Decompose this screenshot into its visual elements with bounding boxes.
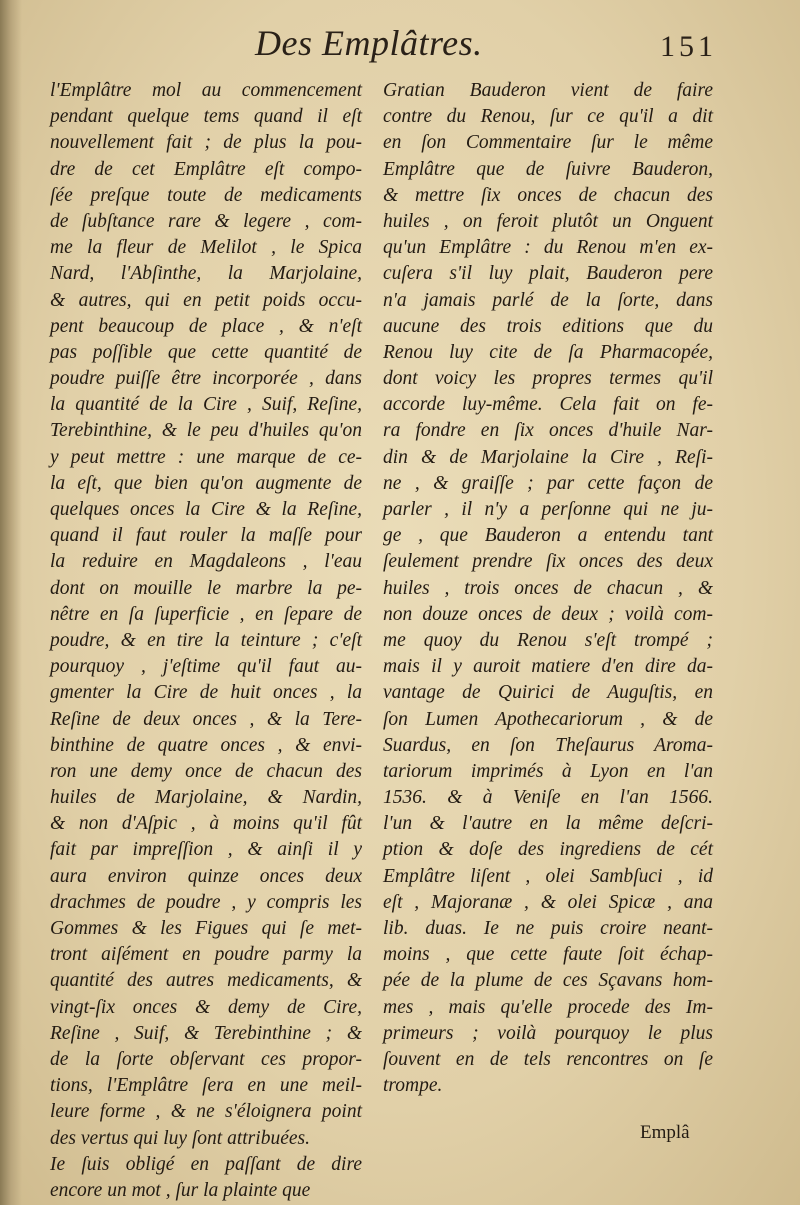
page-spine-shadow <box>0 0 22 1205</box>
text-line: pée de la plume de ces Sçavans hom- <box>383 970 713 992</box>
text-line: de la ſorte obſervant ces propor- <box>50 1048 362 1070</box>
text-line: Suardus, en ſon Theſaurus Aroma- <box>383 734 713 756</box>
text-line: cuſera s'il luy plait, Bauderon pere <box>383 263 713 285</box>
text-line: din & de Marjolaine la Cire , Reſi- <box>383 446 713 468</box>
text-line: huiles , trois onces de chacun , & <box>383 577 713 599</box>
text-line: ſeulement prendre ſix onces des deux <box>383 551 713 573</box>
text-line: primeurs ; voilà pourquoy le plus <box>383 1022 713 1044</box>
text-line: drachmes de poudre , y compris les <box>50 891 362 913</box>
text-line: mes , mais qu'elle procede des Im- <box>383 996 713 1018</box>
text-line: Reſine de deux onces , & la Tere- <box>50 708 362 730</box>
text-line: & mettre ſix onces de chacun des <box>383 184 713 206</box>
text-line: Reſine , Suif, & Terebinthine ; & <box>50 1022 362 1044</box>
text-line: nêtre en ſa ſuperficie , en ſepare de <box>50 603 362 625</box>
text-line: y peut mettre : une marque de ce- <box>50 446 362 468</box>
text-line: en ſon Commentaire ſur le même <box>383 132 713 154</box>
text-line: contre du Renou, ſur ce qu'il a dit <box>383 106 713 128</box>
text-line: me quoy du Renou s'eſt trompé ; <box>383 629 713 651</box>
text-line: n'a jamais parlé de la ſorte, dans <box>383 289 713 311</box>
text-line: de ſubſtance rare & legere , com- <box>50 210 362 232</box>
text-line: tariorum imprimés à Lyon en l'an <box>383 760 713 782</box>
text-line: vingt-ſix onces & demy de Cire, <box>50 996 362 1018</box>
text-line: Renou luy cite de ſa Pharmacopée, <box>383 341 713 363</box>
text-line: moins , que cette faute ſoit échap- <box>383 944 713 966</box>
text-line: 1536. & à Veniſe en l'an 1566. <box>383 787 713 809</box>
text-line: parler , il n'y a perſonne qui ne ju- <box>383 499 713 520</box>
text-line: huiles de Marjolaine, & Nardin, <box>50 787 362 809</box>
text-line: me la fleur de Melilot , le Spica <box>50 237 362 259</box>
text-line: nouvellement fait ; de plus la pou- <box>50 132 362 154</box>
text-line: ge , que Bauderon a entendu tant <box>383 525 713 547</box>
text-line: tront aiſément en poudre parmy la <box>50 944 362 966</box>
text-line: binthine de quatre onces , & envi- <box>50 734 362 756</box>
text-line: & autres, qui en petit poids occu- <box>50 289 362 311</box>
text-line: ſouvent en de tels rencontres on ſe <box>383 1048 713 1070</box>
text-line: Terebinthine, & le peu d'huiles qu'on <box>50 420 362 442</box>
text-line: leure forme , & ne s'éloignera point <box>50 1101 362 1123</box>
text-line: aucune des trois editions que du <box>383 315 713 337</box>
text-line: pendant quelque tems quand il eſt <box>50 106 362 128</box>
text-line: quelques onces la Cire & la Reſine, <box>50 499 362 520</box>
text-line: tions, l'Emplâtre ſera en une meil- <box>50 1075 362 1097</box>
text-line: ne , & graiſſe ; par cette façon de <box>383 472 713 494</box>
text-line: la eſt, que bien qu'on augmente de <box>50 472 362 494</box>
text-line: eſt , Majoranæ , & olei Spicæ , ana <box>383 891 713 913</box>
text-line: Gommes & les Figues qui ſe met- <box>50 918 362 939</box>
text-line: dont voicy les propres termes qu'il <box>383 368 713 390</box>
text-line: des vertus qui luy ſont attribuées. <box>50 1127 310 1149</box>
page-number: 151 <box>660 30 717 63</box>
text-line: pas poſſible que cette quantité de <box>50 341 362 363</box>
text-line: lib. duas. Ie ne puis croire neant- <box>383 918 713 939</box>
text-line: encore un mot , ſur la plainte que <box>50 1179 311 1201</box>
text-line: accorde luy-même. Cela fait on fe- <box>383 394 713 416</box>
text-line: Emplâtre que de ſuivre Bauderon, <box>383 158 713 180</box>
text-line: qu'un Emplâtre : du Renou m'en ex- <box>383 237 713 259</box>
text-line: ron une demy once de chacun des <box>50 760 362 782</box>
text-line: fait par impreſſion , & ainſi il y <box>50 839 362 861</box>
text-line: poudre puiſſe être incorporée , dans <box>50 368 362 390</box>
text-line: ra fondre en ſix onces d'huile Nar- <box>383 420 713 442</box>
text-line: pourquoy , j'eſtime qu'il faut au- <box>50 656 362 678</box>
text-column-left <box>50 78 362 1204</box>
catchword: Emplâ <box>640 1122 690 1143</box>
text-line: quantité des autres medicaments, & <box>50 970 362 992</box>
text-line: Emplâtre liſent , olei Sambſuci , id <box>383 865 713 887</box>
text-line: pent beaucoup de place , & n'eſt <box>50 315 362 337</box>
text-line: gmenter la Cire de huit onces , la <box>50 682 362 704</box>
text-line: non douze onces de deux ; voilà com- <box>383 603 713 625</box>
text-line: Ie ſuis obligé en paſſant de dire <box>50 1153 362 1175</box>
text-column-right <box>383 78 713 1099</box>
text-line: quand il faut rouler la maſſe pour <box>50 525 362 547</box>
text-line: aura environ quinze onces deux <box>50 865 362 887</box>
text-line: ſon Lumen Apothecariorum , & de <box>383 708 713 730</box>
text-line: trompe. <box>383 1075 443 1097</box>
text-line: poudre, & en tire la teinture ; c'eſt <box>50 629 362 651</box>
text-line: la reduire en Magdaleons , l'eau <box>50 551 362 573</box>
text-line: dre de cet Emplâtre eſt compo- <box>50 158 362 180</box>
text-line: huiles , on feroit plutôt un Onguent <box>383 210 713 232</box>
running-title: Des Emplâtres. <box>255 23 483 63</box>
text-line: l'un & l'autre en la même deſcri- <box>383 813 713 835</box>
text-line: mais il y auroit matiere d'en dire da- <box>383 656 713 678</box>
text-line: Nard, l'Abſinthe, la Marjolaine, <box>50 263 362 285</box>
text-line: dont on mouille le marbre la pe- <box>50 577 362 599</box>
text-line: vantage de Quirici de Auguſtis, en <box>383 682 713 704</box>
text-line: la quantité de la Cire , Suif, Reſine, <box>50 394 362 416</box>
text-line: Gratian Bauderon vient de faire <box>383 80 713 101</box>
text-line: l'Emplâtre mol au commencement <box>50 80 362 101</box>
text-line: ſée preſque toute de medicaments <box>50 184 362 206</box>
text-line: & non d'Aſpic , à moins qu'il fût <box>50 813 362 835</box>
text-line: ption & doſe des ingrediens de cét <box>383 839 713 861</box>
